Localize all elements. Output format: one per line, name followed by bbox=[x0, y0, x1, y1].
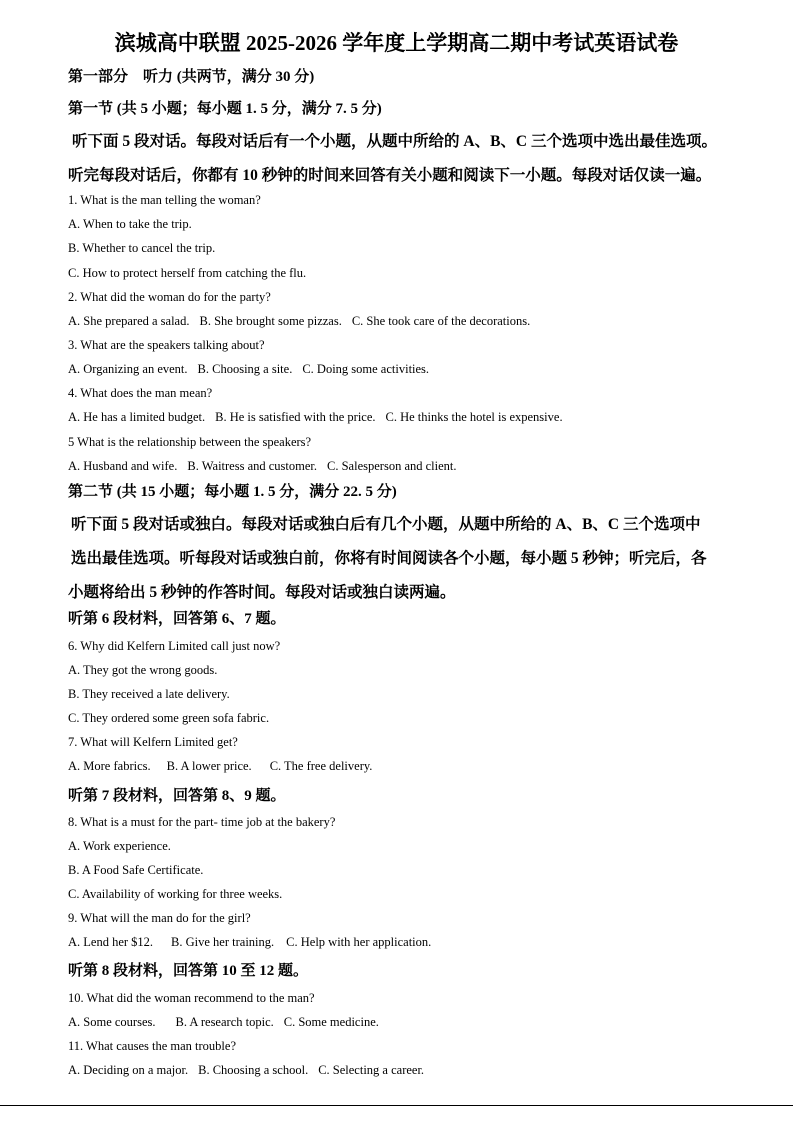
q7-option-c: C. The free delivery. bbox=[269, 759, 373, 773]
q2-option-b: B. She brought some pizzas. bbox=[199, 314, 342, 328]
instruction-line: 选出最佳选项。听每段对话或独白前，你将有时间阅读各个小题，每小题 5 秒钟；听完后，各 bbox=[71, 550, 707, 567]
instruction-line: 听完每段对话后，你都有 10 秒钟的时间来回答有关小题和阅读下一小题。每段对话仅读一遍。 bbox=[68, 167, 712, 184]
q9-options bbox=[68, 933, 431, 951]
instruction-line: 听下面 5 段对话或独白。每段对话或独白后有几个小题，从题中所给的 A、B、C 三个选项中 bbox=[71, 516, 701, 533]
material-8-heading: 听第 8 段材料，回答第 10 至 12 题。 bbox=[68, 963, 309, 979]
question-2: 2. What did the woman do for the party? bbox=[68, 290, 271, 304]
question-10: 10. What did the woman recommend to the man? bbox=[68, 991, 315, 1005]
q9-option-c: C. Help with her application. bbox=[286, 935, 432, 949]
q4-option-c: C. He thinks the hotel is expensive. bbox=[385, 410, 563, 424]
q5-option-c: C. Salesperson and client. bbox=[327, 459, 457, 473]
q9-option-a: A. Lend her $12. bbox=[68, 935, 154, 949]
q9-option-b: B. Give her training. bbox=[171, 935, 275, 949]
q1-option-c: C. How to protect herself from catching the flu. bbox=[68, 266, 307, 280]
question-6: 6. Why did Kelfern Limited call just now? bbox=[68, 639, 281, 653]
q6-option-a: A. They got the wrong goods. bbox=[68, 663, 218, 677]
q11-option-b: B. Choosing a school. bbox=[198, 1063, 309, 1077]
q8-option-a: A. Work experience. bbox=[68, 839, 171, 853]
question-1: 1. What is the man telling the woman? bbox=[68, 193, 261, 207]
question-8: 8. What is a must for the part- time job at the bakery? bbox=[68, 815, 336, 829]
q11-option-a: A. Deciding on a major. bbox=[68, 1063, 189, 1077]
part-one-heading: 第一部分 听力 (共两节，满分 30 分) bbox=[68, 69, 315, 85]
section-two-instructions bbox=[68, 508, 733, 610]
question-5: 5 What is the relationship between the speakers? bbox=[68, 435, 312, 449]
section-one-instructions bbox=[68, 125, 733, 193]
q10-option-a: A. Some courses. bbox=[68, 1015, 156, 1029]
q8-option-c: C. Availability of working for three weeks. bbox=[68, 887, 283, 901]
footer-divider bbox=[0, 1105, 793, 1106]
q5-option-b: B. Waitress and customer. bbox=[187, 459, 318, 473]
q3-options bbox=[68, 360, 429, 378]
q2-options bbox=[68, 312, 530, 330]
exam-title: 滨城高中联盟 2025-2026 学年度上学期高二期中考试英语试卷 bbox=[114, 31, 679, 55]
question-3: 3. What are the speakers talking about? bbox=[68, 338, 265, 352]
q7-option-a: A. More fabrics. bbox=[68, 759, 151, 773]
q5-options bbox=[68, 457, 457, 475]
question-7: 7. What will Kelfern Limited get? bbox=[68, 735, 238, 749]
q3-option-c: C. Doing some activities. bbox=[302, 362, 430, 376]
instruction-line: 小题将给出 5 秒钟的作答时间。每段对话或独白读两遍。 bbox=[68, 584, 456, 601]
section-two-heading: 第二节 (共 15 小题；每小题 1. 5 分，满分 22. 5 分) bbox=[68, 484, 397, 500]
question-11: 11. What causes the man trouble? bbox=[68, 1039, 236, 1053]
q4-option-b: B. He is satisfied with the price. bbox=[215, 410, 376, 424]
q4-option-a: A. He has a limited budget. bbox=[68, 410, 206, 424]
q2-option-a: A. She prepared a salad. bbox=[68, 314, 190, 328]
q6-option-b: B. They received a late delivery. bbox=[68, 687, 230, 701]
material-7-heading: 听第 7 段材料，回答第 8、9 题。 bbox=[68, 788, 286, 804]
q4-options bbox=[68, 408, 563, 426]
q10-options bbox=[68, 1013, 379, 1031]
instruction-line: 听下面 5 段对话。每段对话后有一个小题，从题中所给的 A、B、C 三个选项中选出最佳选项。 bbox=[72, 133, 717, 150]
q5-option-a: A. Husband and wife. bbox=[68, 459, 178, 473]
q3-option-b: B. Choosing a site. bbox=[197, 362, 293, 376]
q1-option-b: B. Whether to cancel the trip. bbox=[68, 241, 216, 255]
q8-option-b: B. A Food Safe Certificate. bbox=[68, 863, 204, 877]
question-4: 4. What does the man mean? bbox=[68, 386, 213, 400]
q10-option-b: B. A research topic. bbox=[175, 1015, 274, 1029]
q7-option-b: B. A lower price. bbox=[166, 759, 252, 773]
q10-option-c: C. Some medicine. bbox=[283, 1015, 379, 1029]
q11-options bbox=[68, 1061, 424, 1079]
q11-option-c: C. Selecting a career. bbox=[318, 1063, 425, 1077]
q3-option-a: A. Organizing an event. bbox=[68, 362, 188, 376]
section-one-heading: 第一节 (共 5 小题；每小题 1. 5 分，满分 7. 5 分) bbox=[68, 101, 382, 117]
q7-options bbox=[68, 757, 372, 775]
q6-option-c: C. They ordered some green sofa fabric. bbox=[68, 711, 270, 725]
q2-option-c: C. She took care of the decorations. bbox=[351, 314, 531, 328]
question-9: 9. What will the man do for the girl? bbox=[68, 911, 251, 925]
material-6-heading: 听第 6 段材料，回答第 6、7 题。 bbox=[68, 611, 286, 627]
q1-option-a: A. When to take the trip. bbox=[68, 217, 192, 231]
